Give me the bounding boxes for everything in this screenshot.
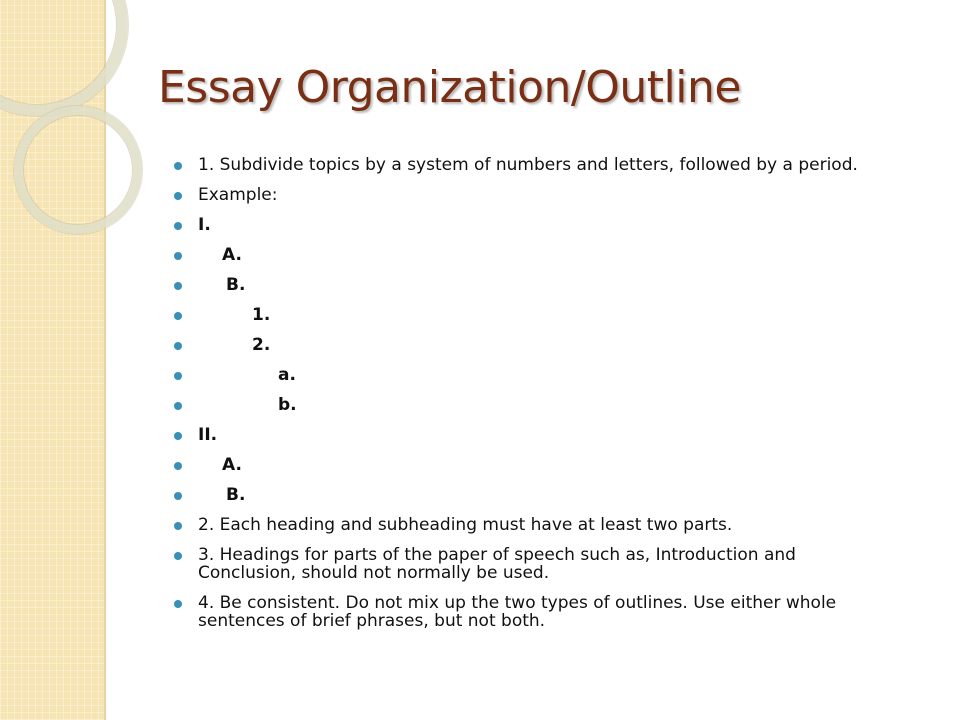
bullet-item: 2. Each heading and subheading must have at least two parts. [172, 516, 872, 534]
bullet-list [172, 156, 872, 642]
bullet-dot-icon [174, 372, 182, 380]
bullet-item: Example: [172, 186, 872, 204]
bullet-dot-icon [174, 600, 182, 608]
bullet-dot-icon [174, 432, 182, 440]
bullet-dot-icon [174, 192, 182, 200]
bullet-dot-icon [174, 282, 182, 290]
decorative-ring-middle [14, 106, 142, 234]
outline-level-2-item: A. [172, 456, 872, 474]
outline-level-1-item: I. [172, 216, 872, 234]
bullet-dot-icon [174, 252, 182, 260]
bullet-item: 4. Be consistent. Do not mix up the two types of outlines. Use either whole sentences of brief phrases, but not both. [172, 594, 872, 630]
outline-level-1-item: II. [172, 426, 872, 444]
bullet-item: 1. Subdivide topics by a system of numbers and letters, followed by a period. [172, 156, 872, 174]
decorative-ring-top [0, 0, 128, 116]
bullet-dot-icon [174, 552, 182, 560]
outline-level-2-item: A. [172, 246, 872, 264]
bullet-dot-icon [174, 312, 182, 320]
bullet-item: 3. Headings for parts of the paper of speech such as, Introduction and Conclusion, should not normally be used. [172, 546, 872, 582]
bullet-dot-icon [174, 462, 182, 470]
outline-level-2-item: B. [172, 486, 872, 504]
outline-level-4-item: a. [172, 366, 872, 384]
outline-level-3-item: 2. [172, 336, 872, 354]
slide-title: Essay Organization/Outline [158, 62, 741, 113]
bullet-dot-icon [174, 492, 182, 500]
bullet-dot-icon [174, 402, 182, 410]
bullet-dot-icon [174, 162, 182, 170]
bullet-dot-icon [174, 222, 182, 230]
outline-level-3-item: 1. [172, 306, 872, 324]
outline-level-2-item: B. [172, 276, 872, 294]
bullet-dot-icon [174, 342, 182, 350]
outline-level-4-item: b. [172, 396, 872, 414]
bullet-dot-icon [174, 522, 182, 530]
